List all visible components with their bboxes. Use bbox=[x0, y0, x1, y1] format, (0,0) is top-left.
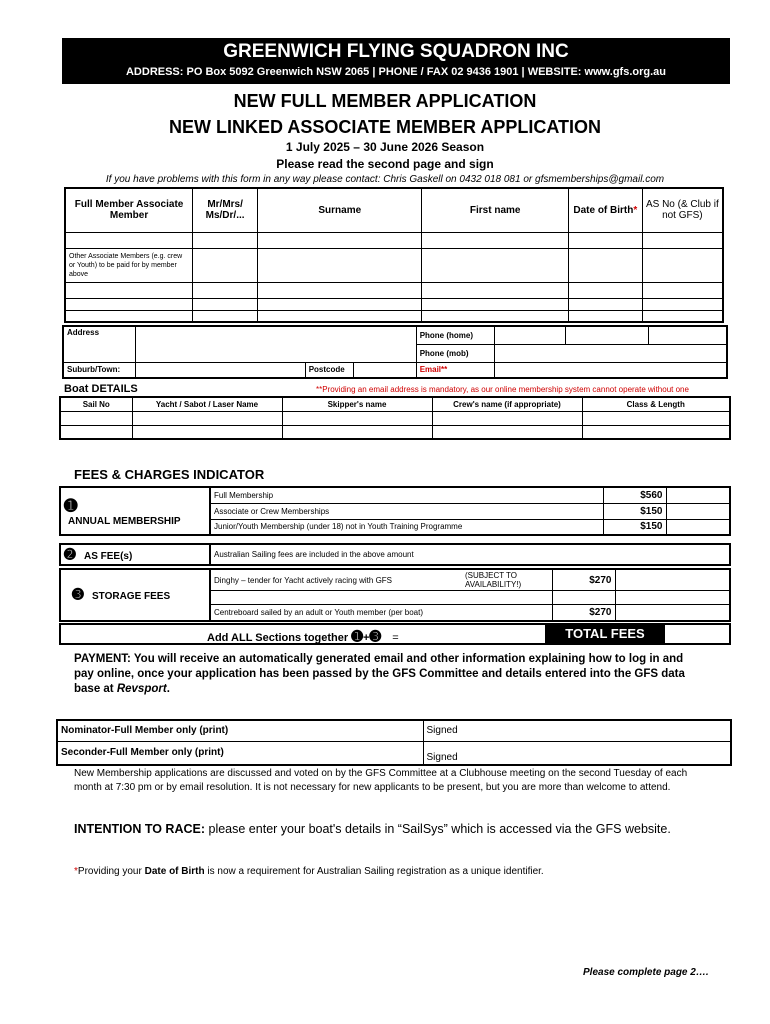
header-banner bbox=[62, 38, 730, 84]
equals-sign: = bbox=[392, 632, 399, 644]
plus-sign: + bbox=[362, 632, 370, 644]
title-line2: NEW LINKED ASSOCIATE MEMBER APPLICATION bbox=[169, 117, 601, 137]
col-dob: Date of Birth* bbox=[568, 188, 642, 232]
total-label: Add ALL Sections together bbox=[207, 632, 349, 644]
member-row[interactable] bbox=[65, 282, 723, 298]
phone-mob-field[interactable] bbox=[495, 344, 727, 362]
fee-item-input[interactable] bbox=[666, 503, 730, 519]
col-class: Class & Length bbox=[582, 397, 730, 411]
section1-number: ➊ bbox=[64, 497, 78, 515]
fee-item-label: Associate or Crew Memberships bbox=[210, 503, 603, 519]
email-field[interactable] bbox=[495, 362, 727, 378]
col-as-no: AS No (& Club if not GFS) bbox=[642, 188, 723, 232]
storage-item-price: $270 bbox=[552, 569, 615, 591]
as-fee-table bbox=[59, 543, 731, 566]
storage-item-input[interactable] bbox=[615, 605, 730, 621]
seconder-signed[interactable]: Signed bbox=[423, 741, 731, 765]
storage-item-label: Dinghy – tender for Yacht actively racing with GFS bbox=[210, 569, 462, 591]
total-row bbox=[59, 623, 731, 645]
section3-number: ➌ bbox=[72, 586, 84, 603]
as-fee-text: Australian Sailing fees are included in the above amount bbox=[210, 544, 730, 565]
race-note: INTENTION TO RACE: please enter your boat's details in “SailSys” which is accessed via the GFS website. bbox=[74, 822, 671, 836]
nominator-signed[interactable]: Signed bbox=[423, 720, 731, 741]
section3-ref: ➌ bbox=[369, 628, 382, 644]
total-fees-label: TOTAL FEES bbox=[545, 625, 665, 643]
members-table bbox=[64, 187, 724, 323]
phone-mob-label: Phone (mob) bbox=[416, 344, 495, 362]
section1-ref: ➊ bbox=[351, 628, 363, 644]
email-note: **Providing an email address is mandatory, as our online membership system cannot operate without one bbox=[316, 385, 689, 394]
section1-label: ANNUAL MEMBERSHIP bbox=[68, 515, 181, 527]
postcode-field[interactable] bbox=[354, 362, 417, 378]
member-row[interactable] bbox=[65, 298, 723, 310]
nominator-label: Nominator-Full Member only (print) bbox=[57, 720, 423, 741]
storage-item-note: (SUBJECT TO AVAILABILITY!) bbox=[462, 569, 552, 591]
address-table bbox=[62, 325, 728, 379]
fees-heading: FEES & CHARGES INDICATOR bbox=[74, 467, 265, 482]
total-fees-input[interactable] bbox=[665, 625, 729, 643]
col-sail-no: Sail No bbox=[60, 397, 132, 411]
other-members-note: Other Associate Members (e.g. crew or Youth) to be paid for by member above bbox=[65, 248, 193, 282]
fee-item-price: $150 bbox=[603, 503, 666, 519]
boat-table bbox=[59, 396, 731, 440]
help-text: If you have problems with this form in any way please contact: Chris Gaskell on 0432 018 081 or gfsmemberships@gmail.com bbox=[105, 174, 665, 185]
fee-item-label: Junior/Youth Membership (under 18) not in Youth Training Programme bbox=[210, 519, 603, 535]
col-member-type: Full Member Associate Member bbox=[65, 188, 193, 232]
member-row[interactable] bbox=[65, 232, 723, 248]
boat-row[interactable] bbox=[60, 411, 730, 425]
address-field[interactable] bbox=[136, 326, 417, 362]
storage-item-label: Centreboard sailed by an adult or Youth member (per boat) bbox=[210, 605, 552, 621]
boat-heading: Boat DETAILS bbox=[64, 383, 138, 395]
col-firstname: First name bbox=[422, 188, 568, 232]
section2-number: ➋ bbox=[64, 546, 76, 562]
col-crew: Crew's name (if appropriate) bbox=[432, 397, 582, 411]
annual-membership-table bbox=[59, 486, 731, 536]
boat-row[interactable] bbox=[60, 425, 730, 439]
membership-note: New Membership applications are discussed and voted on by the GFS Committee at a Clubhouse meeting on the second Tuesday of each month at 7:30 pm or by email resolution. It is not necessary for new applicants to be present, but you are more than welcome to attend. bbox=[74, 768, 688, 793]
org-name: GREENWICH FLYING SQUADRON INC bbox=[223, 41, 569, 62]
fee-item-label: Full Membership bbox=[210, 487, 603, 503]
season: 1 July 2025 – 30 June 2026 Season bbox=[285, 140, 485, 154]
col-yacht-name: Yacht / Sabot / Laser Name bbox=[132, 397, 282, 411]
instruction: Please read the second page and sign bbox=[276, 157, 494, 171]
section2-label: AS FEE(s) bbox=[83, 551, 133, 562]
address-label: Address bbox=[63, 326, 136, 362]
postcode-label: Postcode bbox=[305, 362, 353, 378]
member-row[interactable] bbox=[65, 248, 723, 282]
col-surname: Surname bbox=[258, 188, 422, 232]
suburb-label: Suburb/Town: bbox=[63, 362, 136, 378]
fee-item-price: $150 bbox=[603, 519, 666, 535]
storage-item-price: $270 bbox=[552, 605, 615, 621]
section3-label: STORAGE FEES bbox=[91, 591, 171, 603]
seconder-label: Seconder-Full Member only (print) bbox=[57, 741, 423, 765]
contact-line: ADDRESS: PO Box 5092 Greenwich NSW 2065 | PHONE / FAX 02 9436 1901 | WEBSITE: www.gfs.org.au bbox=[125, 66, 667, 78]
storage-fees-table bbox=[59, 568, 731, 622]
phone-home-field[interactable] bbox=[495, 326, 566, 344]
member-row[interactable] bbox=[65, 310, 723, 322]
storage-item-input[interactable] bbox=[615, 569, 730, 591]
dob-note: *Providing your Date of Birth is now a requirement for Australian Sailing registration as a unique identifier. bbox=[74, 866, 544, 877]
col-skipper: Skipper's name bbox=[282, 397, 432, 411]
fee-item-input[interactable] bbox=[666, 487, 730, 503]
suburb-field[interactable] bbox=[136, 362, 306, 378]
payment-text: PAYMENT: You will receive an automatically generated email and other information explaining how to log in and pay online, once your application has been passed by the GFS Committee and details entered into the GFS data base at Revsport. bbox=[74, 653, 685, 695]
title-line1: NEW FULL MEMBER APPLICATION bbox=[233, 91, 537, 111]
fee-item-price: $560 bbox=[603, 487, 666, 503]
col-title: Mr/Mrs/ Ms/Dr/... bbox=[193, 188, 258, 232]
phone-home-label: Phone (home) bbox=[416, 326, 495, 344]
email-label: Email** bbox=[416, 362, 495, 378]
fee-item-input[interactable] bbox=[666, 519, 730, 535]
page-footer: Please complete page 2…. bbox=[583, 967, 709, 978]
nominator-table bbox=[56, 719, 732, 766]
